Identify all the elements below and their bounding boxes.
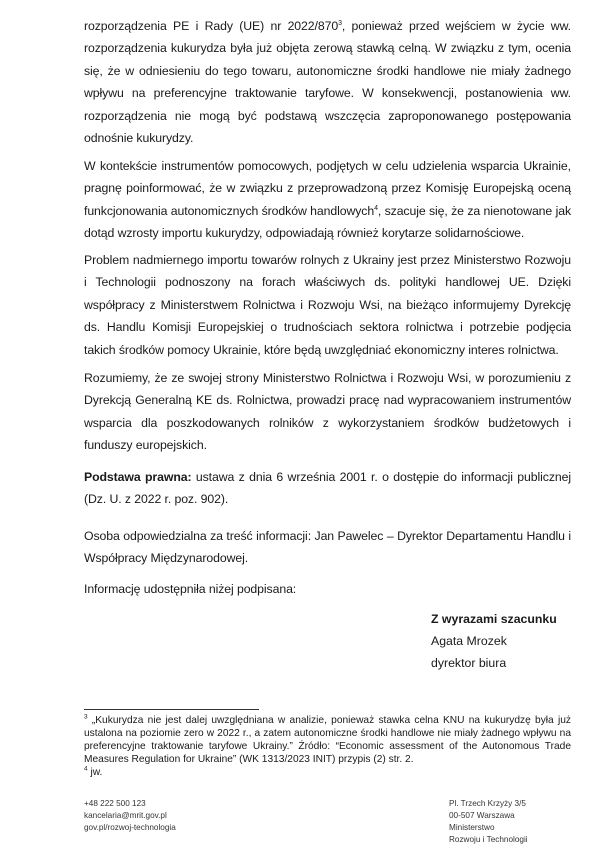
footer-email[interactable]: kancelaria@mrit.gov.pl	[84, 811, 167, 820]
footer-org: Ministerstwo	[449, 823, 495, 832]
paragraph-support-instruments	[84, 155, 571, 245]
footnote-3	[84, 714, 571, 766]
responsible-person: Osoba odpowiedzialna za treść informacji: Jan Pawelec – Dyrektor Departamentu Handlu i Współpracy Międzynarodowej.	[84, 529, 571, 566]
paragraph-text: , szacuje się, że za nienotowane jak dotąd wzrosty importu kukurydzy, odpowiadają również korytarze solidarnościowe.	[84, 203, 571, 241]
footnote-ref-3[interactable]: 3	[338, 19, 342, 27]
legal-basis-label: Podstawa prawna:	[84, 470, 192, 484]
footnote-4	[84, 766, 571, 779]
footnote-divider	[84, 709, 259, 710]
signature-closing: Z wyrazami szacunku	[431, 612, 557, 626]
paragraph-agriculture-ministry: Rozumiemy, że ze swojej strony Ministerstwo Rolnictwa i Rozwoju Wsi, w porozumieniu z Dyrekcją Generalną KE ds. Rolnictwa, prowadzi pracę nad wypracowaniem instrumentów wsparcia dla poszkodowanych rolników z wykorzystaniem środków budżetowych i funduszy europejskich.	[84, 371, 571, 453]
footer-org-name: Rozwoju i Technologii	[449, 835, 528, 844]
footnote-number: 3	[84, 713, 88, 721]
signature-name: Agata Mrozek	[431, 634, 507, 648]
footnote-text: jw.	[87, 767, 103, 778]
paragraph-text: W kontekście instrumentów pomocowych, podjętych w celu udzielenia wsparcia Ukrainie, pragnę poinformować, że w związku z przeprowadzoną przez Komisję Europejską oceną funkcjonowania autonomicznych środków handlowych	[84, 159, 571, 218]
footer-city: 00-507 Warszawa	[449, 811, 515, 820]
legal-basis	[84, 466, 571, 511]
shared-by-line: Informację udostępniła niżej podpisana:	[84, 582, 297, 596]
paragraph-corn-tariff	[84, 15, 571, 149]
footer-phone: +48 222 500 123	[84, 799, 146, 808]
paragraph-text: rozporządzenia PE i Rady (UE) nr 2022/870	[84, 19, 339, 33]
footer-contact	[84, 798, 176, 834]
legal-basis-text: ustawa z dnia 6 września 2001 r. o dostępie do informacji publicznej (Dz. U. z 2022 r. poz. 902).	[84, 470, 571, 507]
paragraph-import-problem: Problem nadmiernego importu towarów rolnych z Ukrainy jest przez Ministerstwo Rozwoju i Technologii podnoszony na forach właściwych ds. polityki handlowej UE. Dzięki współpracy z Ministerstwem Rolnictwa i Rozwoju Wsi, na bieżąco informujemy Dyrekcję ds. Handlu Komisji Europejskiej o trudnościach sektora rolnictwa i potrzebie podjęcia takich środków pomocy Ukrainie, które będą uwzględniać ekonomiczny interes rolnictwa.	[84, 253, 571, 357]
paragraph-text: , ponieważ przed wejściem w życie ww. rozporządzenia kukurydza była już objęta zerową stawką celną. W związku z tym, ocenia się, że w odniesieniu do tego towaru, autonomiczne środki handlowe nie miały żadnego wpływu na preferencyjne traktowanie taryfowe. W konsekwencji, postanowienia ww. rozporządzenia nie mogą być podstawą wszczęcia zaproponowanego postępowania odnośnie kukurydzy.	[84, 19, 571, 146]
footnote-ref-4[interactable]: 4	[374, 204, 378, 212]
footer-street: Pl. Trzech Krzyży 3/5	[449, 799, 526, 808]
footer-address	[449, 798, 528, 846]
footnote-text: „Kukurydza nie jest dalej uwzględniana w analizie, ponieważ stawka celna KNU na kukurydzę była już ustalona na poziomie zero w 2022 r., a zatem autonomiczne środki handlowe nie miały żadnego wpływu na preferencyjne traktowanie taryfowe Ukrainy.” Źródło: “Economic assessment of the Autonomous Trade Measures Regulation for Ukraine” (WK 1313/2023 INIT) przypis (2) str. 2.	[84, 715, 571, 765]
footnote-number: 4	[84, 765, 88, 773]
signature-position: dyrektor biura	[431, 656, 507, 670]
footer-website[interactable]: gov.pl/rozwoj-technologia	[84, 823, 176, 832]
